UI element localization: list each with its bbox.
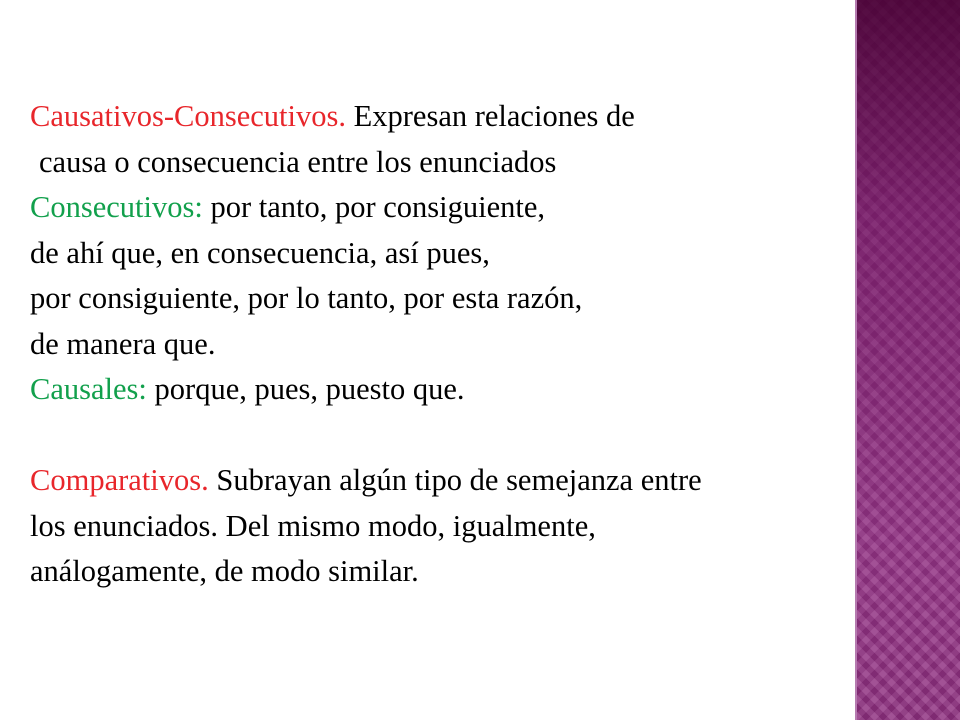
decorative-side-bar [857, 0, 960, 720]
term-causales: Causales: [30, 372, 147, 406]
text-line-8 [30, 458, 855, 504]
text-line-1-rest: Expresan relaciones de [346, 99, 635, 133]
text-line-1 [30, 94, 855, 140]
text-line-3 [30, 185, 855, 231]
text-line-4: de ahí que, en consecuencia, así pues, [30, 235, 490, 270]
text-line-9: los enunciados. Del mismo modo, igualmente, [30, 508, 596, 543]
text-line-10: análogamente, de modo similar. [30, 554, 419, 588]
text-line-5: por consiguiente, por lo tanto, por esta razón, [30, 281, 583, 315]
term-comparativos: Comparativos. [30, 463, 209, 497]
text-line-7 [30, 367, 855, 413]
text-line-6: de manera que. [30, 326, 216, 361]
text-line-7-rest: porque, pues, puesto que. [146, 372, 465, 406]
term-consecutivos: Consecutivos: [30, 190, 203, 224]
text-line-2: causa o consecuencia entre los enunciados [39, 144, 557, 179]
paragraph-spacer [30, 413, 855, 459]
term-causativos-consecutivos: Causativos-Consecutivos. [30, 99, 346, 133]
text-line-3-rest: por tanto, por consiguiente, [202, 190, 546, 224]
slide-body-text [30, 94, 855, 595]
text-line-8-rest: Subrayan algún tipo de semejanza entre [208, 463, 702, 497]
